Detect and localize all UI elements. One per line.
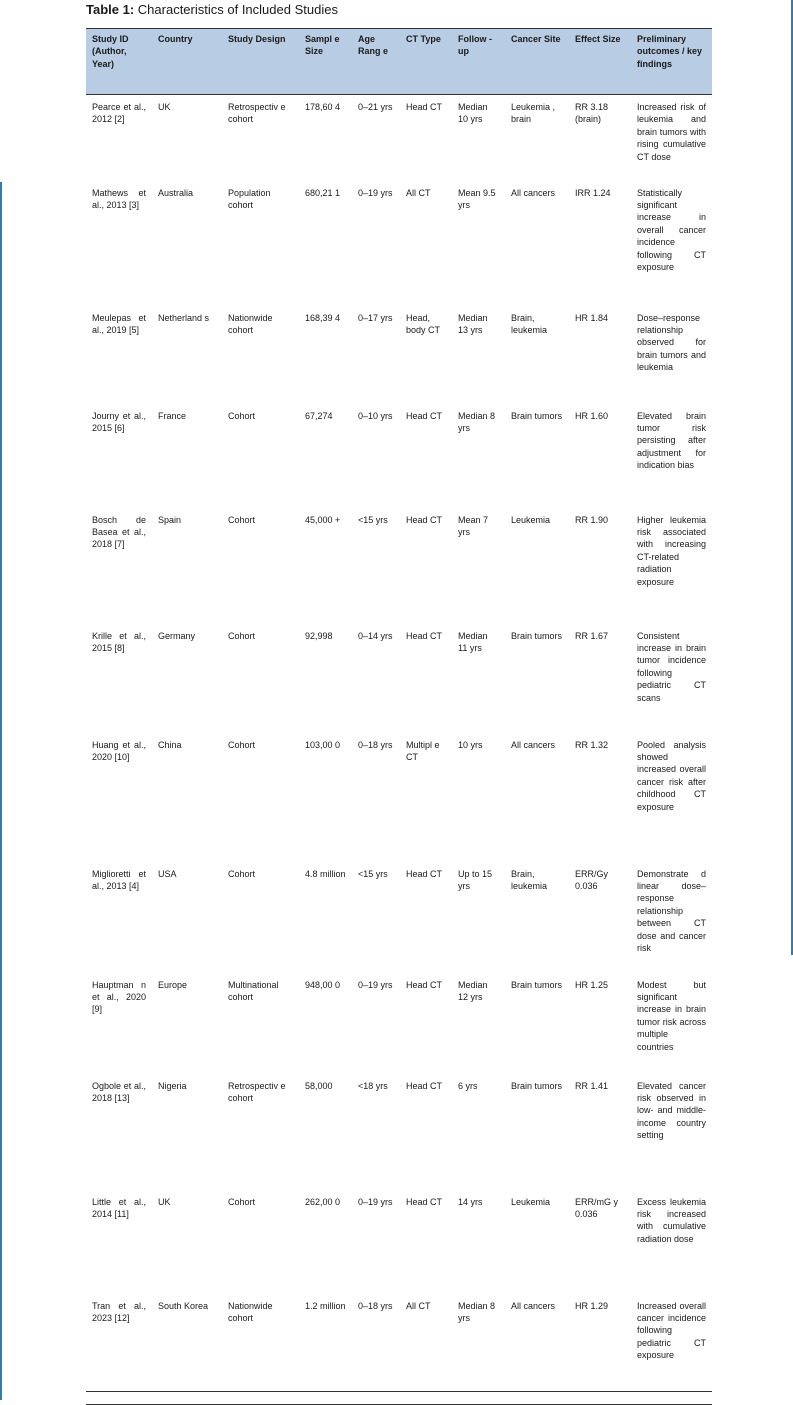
col-header-effect-size: Effect Size bbox=[569, 29, 631, 95]
table-body bbox=[86, 95, 712, 1405]
cell-effect-size: RR 1.41 bbox=[575, 1080, 609, 1091]
col-header-sample-size: Sampl e Size bbox=[299, 29, 352, 95]
cell-country: UK bbox=[158, 1196, 171, 1207]
cell-sample-size: 92,998 bbox=[305, 630, 333, 641]
cell-country: Netherland s bbox=[158, 312, 210, 323]
cell-key-findings: Excess leukemia risk increased with cumulative radiation dose bbox=[637, 1196, 706, 1244]
cell-ct-type: Multipl e CT bbox=[406, 739, 440, 762]
cell-study-design: Multinational cohort bbox=[228, 979, 279, 1002]
cell-study-design: Retrospectiv e cohort bbox=[228, 102, 286, 125]
cell-follow-up: Median 10 yrs bbox=[458, 102, 488, 125]
cell-cancer-site: All cancers bbox=[511, 187, 556, 198]
cell-ct-type: Head CT bbox=[406, 630, 443, 641]
table-row bbox=[86, 404, 712, 508]
cell-country: China bbox=[158, 739, 182, 750]
cell-country: Australia bbox=[158, 187, 194, 198]
cell-follow-up: 6 yrs bbox=[458, 1080, 478, 1091]
header-row bbox=[86, 29, 712, 95]
cell-follow-up: Median 11 yrs bbox=[458, 630, 488, 653]
cell-sample-size: 168,39 4 bbox=[305, 312, 341, 323]
cell-cancer-site: Brain tumors bbox=[511, 410, 563, 421]
cell-study-design: Nationwide cohort bbox=[222, 1294, 299, 1405]
cell-ct-type: All CT bbox=[406, 187, 431, 198]
cell-age-range: 0–19 yrs bbox=[358, 979, 393, 990]
table-row bbox=[86, 181, 712, 306]
cell-study-id: Meulepas et al., 2019 [5] bbox=[92, 312, 146, 335]
cell-study-design: Cohort bbox=[228, 630, 256, 641]
cell-cancer-site: Brain, leukemia bbox=[511, 868, 548, 891]
cell-follow-up: Median 12 yrs bbox=[458, 979, 488, 1002]
cell-follow-up: Median 8 yrs bbox=[458, 410, 496, 433]
cell-study-id: Bosch de Basea et al., 2018 [7] bbox=[92, 514, 146, 550]
cell-study-design: Cohort bbox=[228, 1196, 256, 1207]
cell-sample-size: 45,000 + bbox=[305, 514, 341, 525]
cell-age-range: 0–21 yrs bbox=[358, 102, 393, 112]
cell-cancer-site: Brain, leukemia bbox=[511, 312, 548, 335]
characteristics-table bbox=[86, 28, 712, 1405]
col-header-follow-up: Follow -up bbox=[452, 29, 505, 95]
table-row bbox=[86, 1074, 712, 1190]
cell-study-design: Cohort bbox=[228, 739, 256, 750]
col-header-study-id: Study ID (Author, Year) bbox=[86, 29, 152, 95]
cell-key-findings: Dose–response relationship observed for brain tumors and leukemia bbox=[637, 312, 706, 373]
cell-ct-type: Head CT bbox=[406, 514, 443, 525]
cell-cancer-site: Leukemia , brain bbox=[511, 102, 556, 125]
col-header-country: Country bbox=[152, 29, 222, 95]
cell-effect-size: HR 1.84 bbox=[575, 312, 609, 323]
table-caption-label: Table 1: bbox=[86, 2, 135, 17]
cell-follow-up: Up to 15 yrs bbox=[458, 868, 493, 891]
cell-follow-up: Mean 9.5 yrs bbox=[458, 187, 496, 210]
cell-cancer-site: Leukemia bbox=[511, 514, 551, 525]
col-header-key-findings: Preliminary outcomes / key findings bbox=[631, 29, 712, 95]
cell-ct-type: Head CT bbox=[406, 979, 443, 990]
col-header-cancer-site: Cancer Site bbox=[505, 29, 569, 95]
cell-study-design: Cohort bbox=[228, 514, 256, 525]
cell-study-design: Nationwide cohort bbox=[228, 312, 273, 335]
cell-effect-size: HR 1.29 bbox=[569, 1294, 631, 1405]
cell-country: Germany bbox=[158, 630, 196, 641]
cell-study-id: Little et al., 2014 [11] bbox=[92, 1196, 146, 1219]
cell-key-findings: Demonstrate d linear dose–response relationship between CT dose and cancer risk bbox=[637, 868, 706, 953]
cell-age-range: <15 yrs bbox=[358, 514, 388, 525]
cell-key-findings: Increased overall cancer incidence following pediatric CT exposure bbox=[631, 1294, 712, 1405]
cell-study-id: Miglioretti et al., 2013 [4] bbox=[92, 868, 146, 891]
cell-effect-size: HR 1.25 bbox=[575, 979, 609, 990]
cell-study-design: Cohort bbox=[228, 410, 256, 421]
cell-key-findings: Modest but significant increase in brain tumor risk across multiple countries bbox=[637, 979, 706, 1052]
cell-key-findings: Pooled analysis showed increased overall cancer risk after childhood CT exposure bbox=[637, 739, 706, 812]
cell-study-design: Cohort bbox=[228, 868, 256, 879]
cell-effect-size: RR 1.32 bbox=[575, 739, 609, 750]
cell-key-findings: Statistically significant increase in overall cancer incidence following CT exposure bbox=[637, 187, 706, 272]
cell-cancer-site: Brain tumors bbox=[511, 979, 563, 990]
left-margin-line bbox=[0, 182, 2, 1400]
table-row bbox=[86, 1190, 712, 1294]
cell-study-id: Pearce et al., 2012 [2] bbox=[92, 102, 146, 125]
cell-sample-size: 680,21 1 bbox=[305, 187, 341, 198]
col-header-ct-type: CT Type bbox=[400, 29, 452, 95]
cell-age-range: 0–18 yrs bbox=[352, 1294, 400, 1405]
cell-follow-up: 10 yrs bbox=[458, 739, 483, 750]
cell-sample-size: 262,00 0 bbox=[305, 1196, 341, 1207]
cell-cancer-site: Brain tumors bbox=[511, 1080, 563, 1091]
cell-effect-size: ERR/mG y 0.036 bbox=[575, 1196, 619, 1219]
cell-effect-size: HR 1.60 bbox=[575, 410, 609, 421]
cell-age-range: 0–14 yrs bbox=[358, 630, 393, 641]
cell-country: France bbox=[158, 410, 187, 421]
cell-effect-size: IRR 1.24 bbox=[575, 187, 611, 198]
cell-cancer-site: Leukemia bbox=[511, 1196, 551, 1207]
cell-sample-size: 67,274 bbox=[305, 410, 333, 421]
cell-study-design: Population cohort bbox=[228, 187, 271, 210]
table-row bbox=[86, 973, 712, 1074]
table-row bbox=[86, 95, 712, 181]
cell-country: Europe bbox=[158, 979, 188, 990]
cell-age-range: 0–17 yrs bbox=[358, 312, 393, 323]
cell-study-id: Huang et al., 2020 [10] bbox=[92, 739, 146, 762]
cell-ct-type: Head CT bbox=[406, 410, 443, 421]
cell-study-id: Hauptman n et al., 2020 [9] bbox=[92, 979, 146, 1015]
cell-age-range: <18 yrs bbox=[358, 1080, 388, 1091]
cell-follow-up: Mean 7 yrs bbox=[458, 514, 489, 537]
cell-sample-size: 1.2 million bbox=[299, 1294, 352, 1405]
cell-country: Nigeria bbox=[158, 1080, 187, 1091]
cell-ct-type: Head, body CT bbox=[406, 312, 441, 335]
table-row bbox=[86, 624, 712, 733]
cell-cancer-site: All cancers bbox=[505, 1294, 569, 1405]
cell-age-range: <15 yrs bbox=[358, 868, 388, 879]
cell-sample-size: 4.8 million bbox=[305, 868, 346, 879]
cell-ct-type: Head CT bbox=[406, 868, 443, 879]
cell-study-design: Retrospectiv e cohort bbox=[228, 1080, 286, 1103]
cell-study-id: Krille et al., 2015 [8] bbox=[92, 630, 146, 653]
table-row bbox=[86, 1294, 712, 1405]
cell-sample-size: 58,000 bbox=[305, 1080, 333, 1091]
cell-effect-size: ERR/Gy 0.036 bbox=[575, 868, 609, 891]
table-caption bbox=[86, 2, 338, 17]
cell-key-findings: Elevated cancer risk observed in low- and middle-income country setting bbox=[637, 1080, 706, 1141]
cell-follow-up: Median 13 yrs bbox=[458, 312, 488, 335]
cell-study-id: Tran et al., 2023 [12] bbox=[86, 1294, 152, 1405]
cell-ct-type: All CT bbox=[400, 1294, 452, 1405]
cell-country: USA bbox=[158, 868, 177, 879]
cell-ct-type: Head CT bbox=[406, 1196, 443, 1207]
cell-effect-size: RR 1.90 bbox=[575, 514, 609, 525]
cell-key-findings: Increased risk of leukemia and brain tumors with rising cumulative CT dose bbox=[637, 102, 706, 162]
cell-country: South Korea bbox=[152, 1294, 222, 1405]
cell-effect-size: RR 3.18 (brain) bbox=[575, 102, 609, 125]
cell-follow-up: 14 yrs bbox=[458, 1196, 483, 1207]
cell-sample-size: 178,60 4 bbox=[305, 102, 341, 112]
cell-study-id: Journy et al., 2015 [6] bbox=[92, 410, 146, 433]
cell-country: UK bbox=[158, 102, 171, 112]
cell-country: Spain bbox=[158, 514, 182, 525]
cell-effect-size: RR 1.67 bbox=[575, 630, 609, 641]
cell-key-findings: Higher leukemia risk associated with increasing CT-related radiation exposure bbox=[637, 514, 706, 587]
cell-cancer-site: Brain tumors bbox=[511, 630, 563, 641]
table-bottom-rule bbox=[86, 1391, 712, 1392]
cell-age-range: 0–18 yrs bbox=[358, 739, 393, 750]
table-caption-text: Characteristics of Included Studies bbox=[134, 2, 338, 17]
table-row bbox=[86, 733, 712, 862]
table-row bbox=[86, 508, 712, 624]
cell-follow-up: Median 8 yrs bbox=[452, 1294, 505, 1405]
col-header-study-design: Study Design bbox=[222, 29, 299, 95]
col-header-age-range: Age Rang e bbox=[352, 29, 400, 95]
table-row bbox=[86, 862, 712, 973]
cell-ct-type: Head CT bbox=[406, 1080, 443, 1091]
cell-sample-size: 103,00 0 bbox=[305, 739, 341, 750]
table-row bbox=[86, 306, 712, 404]
cell-ct-type: Head CT bbox=[406, 102, 443, 112]
cell-age-range: 0–19 yrs bbox=[358, 187, 393, 198]
cell-study-id: Mathews et al., 2013 [3] bbox=[92, 187, 146, 210]
cell-cancer-site: All cancers bbox=[511, 739, 556, 750]
cell-sample-size: 948,00 0 bbox=[305, 979, 341, 990]
cell-key-findings: Consistent increase in brain tumor incidence following pediatric CT scans bbox=[637, 630, 706, 703]
cell-key-findings: Elevated brain tumor risk persisting after adjustment for indication bias bbox=[637, 410, 706, 471]
cell-study-id: Ogbole et al., 2018 [13] bbox=[92, 1080, 146, 1103]
cell-age-range: 0–10 yrs bbox=[358, 410, 393, 421]
cell-age-range: 0–19 yrs bbox=[358, 1196, 393, 1207]
